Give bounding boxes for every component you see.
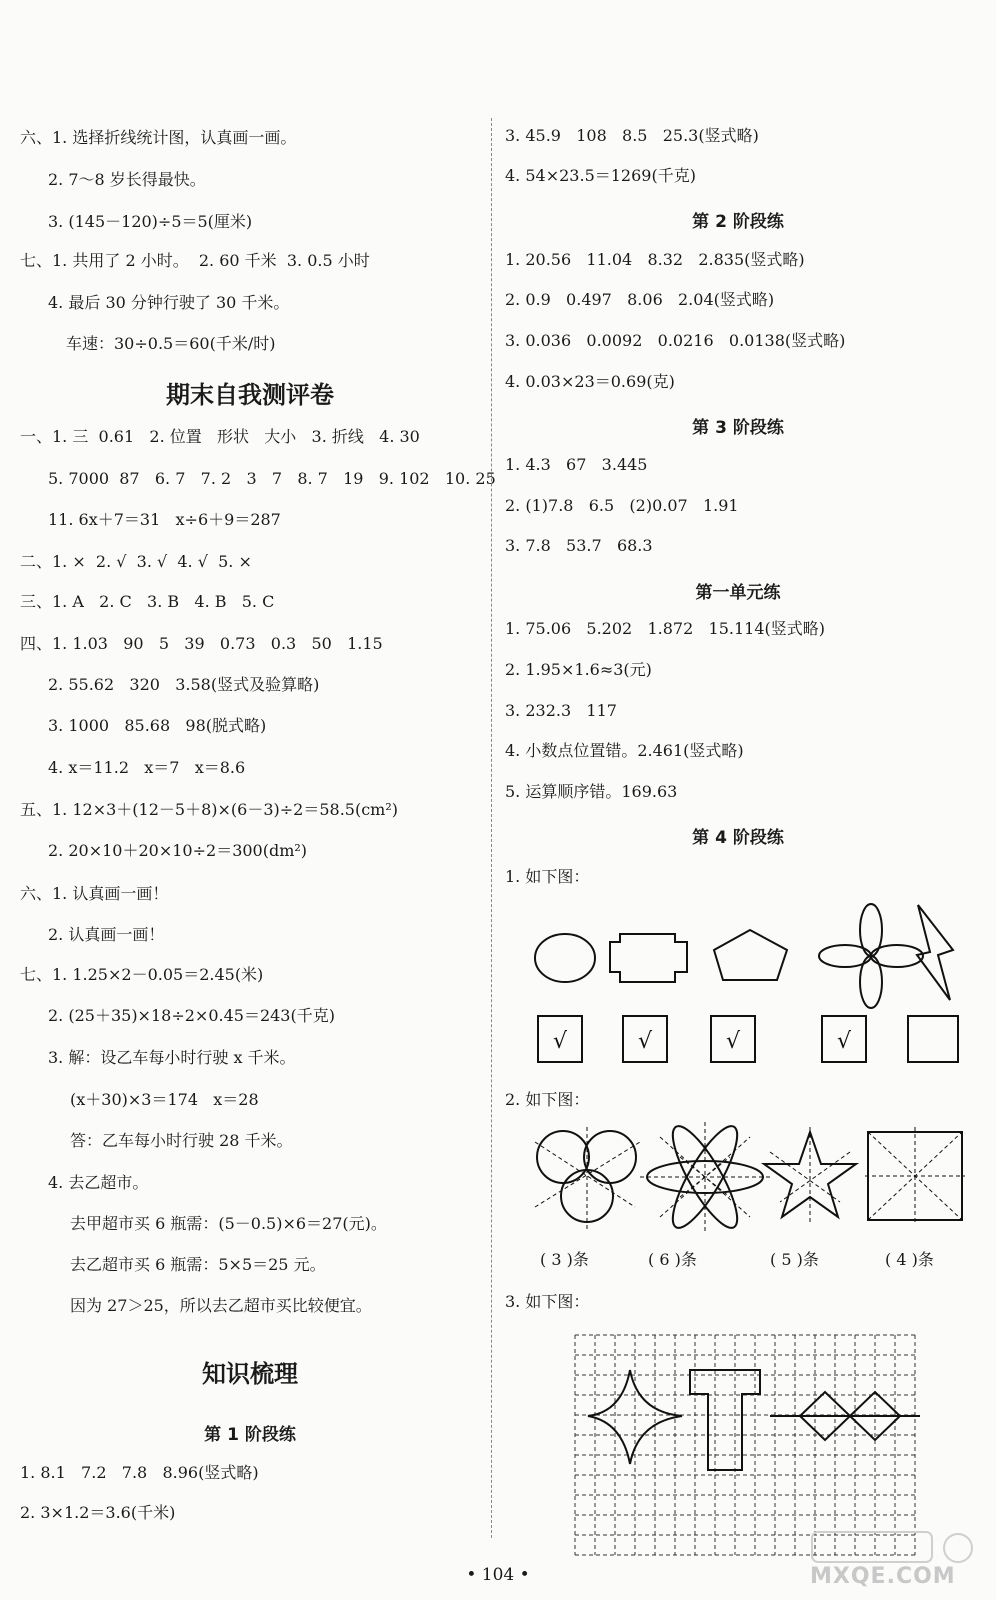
empty-box [908,1016,958,1062]
answer-line: 4. x＝11.2 x＝7 x＝8.6 [48,758,246,777]
column-divider [491,118,492,1538]
axes-count: ( 6 )条 [648,1250,697,1269]
answer-line: 3. 45.9 108 8.5 25.3(竖式略) [505,126,759,145]
watermark-logo [810,1530,985,1592]
section-title: 知识梳理 [202,1360,298,1388]
check-mark: √ [725,1029,741,1054]
check-mark: √ [637,1029,653,1054]
shapes-figure [525,900,975,1075]
answer-line: 5. 7000 87 6. 7 7. 2 3 7 8. 7 19 9. 102 10. 25 [48,469,496,488]
pentagon-shape [714,930,787,980]
answer-line: 1. 75.06 5.202 1.872 15.114(竖式略) [505,619,826,638]
answer-line: 3. 7.8 53.7 68.3 [505,536,653,555]
answer-line: 3. (145－120)÷5＝5(厘米) [48,212,253,231]
answer-line: 因为 27＞25，所以去乙超市买比较便宜。 [70,1296,372,1315]
answer-line: 答：乙车每小时行驶 28 千米。 [70,1131,293,1150]
answer-line: 2. 如下图： [505,1090,590,1109]
four-point-star-shape [588,1370,682,1464]
check-mark: √ [552,1029,568,1054]
check-mark: √ [836,1029,852,1054]
answer-line: 六、1. 认真画一画！ [20,884,169,903]
watermark-text: MXQE.COM [810,1564,956,1589]
answer-line: 2. (1)7.8 6.5 (2)0.07 1.91 [505,496,739,515]
answer-line: 1. 20.56 11.04 8.32 2.835(竖式略) [505,250,805,269]
answer-line: 1. 4.3 67 3.445 [505,455,648,474]
page-number: • 104 • [466,1565,530,1585]
ellipse-shape [535,934,595,982]
answer-line: 五、1. 12×3＋(12－5＋8)×(6－3)÷2＝58.5(cm²) [20,800,398,819]
answer-line: 去乙超市买 6 瓶需：5×5＝25 元。 [70,1255,326,1274]
answer-line: 车速：30÷0.5＝60(千米/时) [66,334,276,353]
answer-line: 三、1. A 2. C 3. B 4. B 5. C [20,592,275,611]
answer-line: 2. 0.9 0.497 8.06 2.04(竖式略) [505,290,775,309]
answer-line: 4. 去乙超市。 [48,1173,149,1192]
answer-line: 2. (25＋35)×18÷2×0.45＝243(千克) [48,1006,335,1025]
subsection-title: 第一单元练 [695,583,781,603]
subsection-title: 第 2 阶段练 [692,212,784,232]
subsection-title: 第 4 阶段练 [692,828,784,848]
answer-line: 1. 如下图： [505,867,590,886]
answer-line: 七、1. 1.25×2－0.05＝2.45(米) [20,965,264,984]
answer-line: 2. 55.62 320 3.58(竖式及验算略) [48,675,320,694]
answer-line: 七、1. 共用了 2 小时。 2. 60 千米 3. 0.5 小时 [20,251,370,270]
axes-count: ( 4 )条 [885,1250,934,1269]
answer-line: 二、1. × 2. √ 3. √ 4. √ 5. × [20,552,252,571]
answer-line: 六、1. 选择折线统计图，认真画一画。 [20,128,297,147]
answer-line: 2. 7～8 岁长得最快。 [48,170,206,189]
answer-line: 一、1. 三 0.61 2. 位置 形状 大小 3. 折线 4. 30 [20,427,420,446]
answer-line: 5. 运算顺序错。169.63 [505,782,678,801]
answer-line: 1. 8.1 7.2 7.8 8.96(竖式略) [20,1463,259,1482]
answer-line: 3. 解：设乙车每小时行驶 x 千米。 [48,1048,296,1067]
answer-line: 2. 1.95×1.6≈3(元) [505,660,652,679]
answer-line: 11. 6x＋7＝31 x÷6＋9＝287 [48,510,281,529]
grid-figure [570,1330,930,1562]
answer-line: 4. 小数点位置错。2.461(竖式略) [505,741,744,760]
answer-line: 2. 20×10＋20×10÷2＝300(dm²) [48,841,308,860]
subsection-title: 第 1 阶段练 [204,1425,296,1445]
answer-line: 4. 最后 30 分钟行驶了 30 千米。 [48,293,290,312]
cross-shape [610,934,687,982]
answer-line: 3. 1000 85.68 98(脱式略) [48,716,267,735]
axes-count: ( 3 )条 [540,1250,589,1269]
answer-line: 2. 认真画一画！ [48,925,165,944]
flower-shape [819,904,923,1008]
answer-line: 去甲超市买 6 瓶需：(5－0.5)×6＝27(元)。 [70,1214,387,1233]
symmetry-figure [530,1122,970,1242]
answer-line: 3. 232.3 117 [505,701,617,720]
answer-line: 4. 0.03×23＝0.69(克) [505,372,675,391]
answer-line: 2. 3×1.2＝3.6(千米) [20,1503,176,1522]
answer-line: 3. 如下图： [505,1292,590,1311]
answer-line: 四、1. 1.03 90 5 39 0.73 0.3 50 1.15 [20,634,383,653]
answer-line: 3. 0.036 0.0092 0.0216 0.0138(竖式略) [505,331,846,350]
section-title: 期末自我测评卷 [166,381,334,409]
answer-line: (x＋30)×3＝174 x＝28 [70,1090,259,1109]
answer-line: 4. 54×23.5＝1269(千克) [505,166,696,185]
axes-count: ( 5 )条 [770,1250,819,1269]
subsection-title: 第 3 阶段练 [692,418,784,438]
